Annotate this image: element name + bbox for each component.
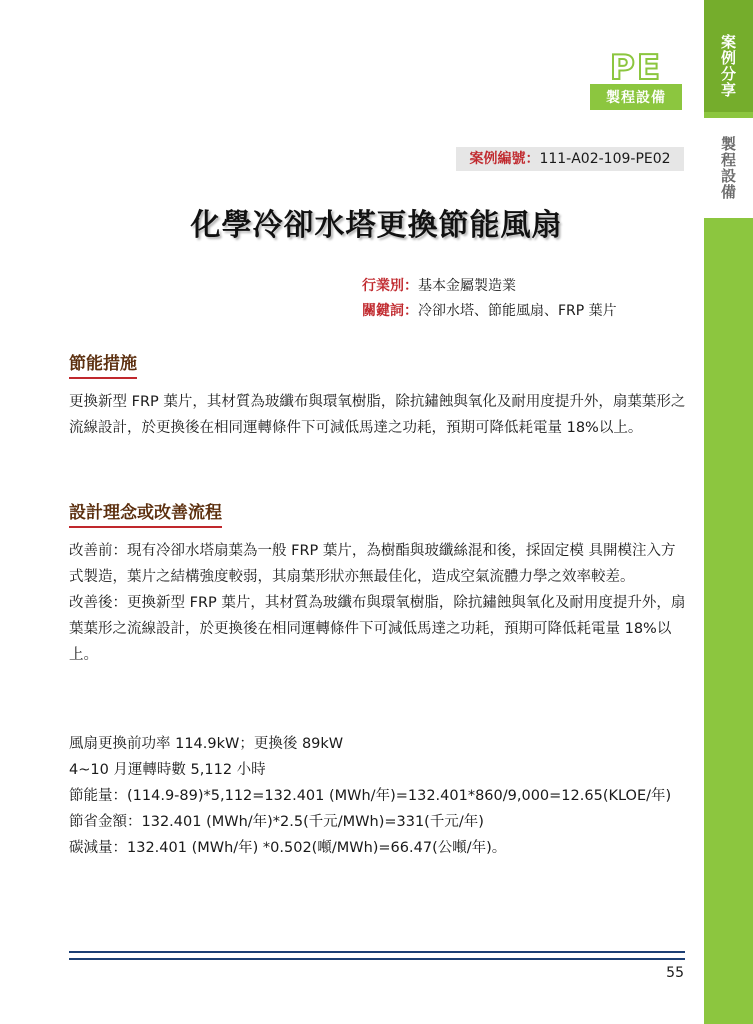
page-number: 55	[666, 965, 684, 981]
page-title: 化學冷卻水塔更換節能風扇	[190, 208, 563, 243]
footer-divider	[69, 951, 685, 960]
case-number-value: 111-A02-109-PE02	[539, 151, 671, 167]
keywords-row	[362, 299, 617, 324]
case-number-label: 案例編號：	[469, 151, 540, 167]
keywords-value: 冷卻水塔、節能風扇、FRP 葉片	[418, 303, 617, 319]
sidebar-section-label: 案例分享	[719, 34, 737, 98]
section-body-design	[69, 538, 687, 668]
pe-logo-icon	[590, 48, 682, 84]
calc-line-power: 風扇更換前功率 114.9kW；更換後 89kW	[69, 736, 344, 752]
keywords-label: 關鍵詞：	[362, 303, 418, 319]
sidebar-section-case-share[interactable]	[704, 0, 753, 112]
measures-paragraph: 更換新型 FRP 葉片，其材質為玻纖布與環氧樹脂，除抗鏽蝕與氧化及耐用度提升外，扇葉葉形之流線設計，於更換後在相同運轉條件下可減低馬達之功耗，預期可降低耗電量 18%以上。	[69, 394, 686, 436]
calc-line-carbon: 碳減量：132.401 (MWh/年) *0.502(噸/MWh)=66.47(公噸/年)。	[69, 840, 507, 856]
industry-value: 基本金屬製造業	[418, 278, 516, 294]
calc-line-energy: 節能量：(114.9-89)*5,112=132.401 (MWh/年)=132.401*860/9,000=12.65(KLOE/年)	[69, 788, 672, 804]
savings-calculation	[69, 731, 699, 861]
industry-row	[362, 274, 617, 299]
pe-category-label: 製程設備	[590, 84, 682, 110]
design-before-paragraph: 改善前：現有冷卻水塔扇葉為一般 FRP 葉片，為樹酯與玻纖絲混和後，採固定模 具開模注入方式製造，葉片之結構強度較弱，其扇葉形狀亦無最佳化，造成空氣流體力學之效率較差。	[69, 543, 676, 585]
case-number	[456, 147, 684, 171]
design-after-paragraph: 改善後：更換新型 FRP 葉片，其材質為玻纖布與環氧樹脂，除抗鏽蝕與氧化及耐用度提升外，扇葉葉形之流線設計，於更換後在相同運轉條件下可減低馬達之功耗，預期可降低耗電量 18%以上。	[69, 595, 686, 663]
section-body-measures	[69, 389, 687, 441]
calc-line-hours: 4~10 月運轉時數 5,112 小時	[69, 762, 266, 778]
pe-category-badge	[590, 48, 682, 112]
case-meta	[362, 274, 617, 324]
industry-label: 行業別：	[362, 278, 418, 294]
side-tab-bar	[704, 0, 753, 1024]
section-heading-measures: 節能措施	[69, 349, 137, 379]
section-heading-design: 設計理念或改善流程	[69, 498, 222, 528]
sidebar-tab-label: 製程設備	[719, 136, 737, 200]
calc-line-cost: 節省金額：132.401 (MWh/年)*2.5(千元/MWh)=331(千元/年)	[69, 814, 484, 830]
svg-text:PE: PE	[609, 48, 663, 84]
